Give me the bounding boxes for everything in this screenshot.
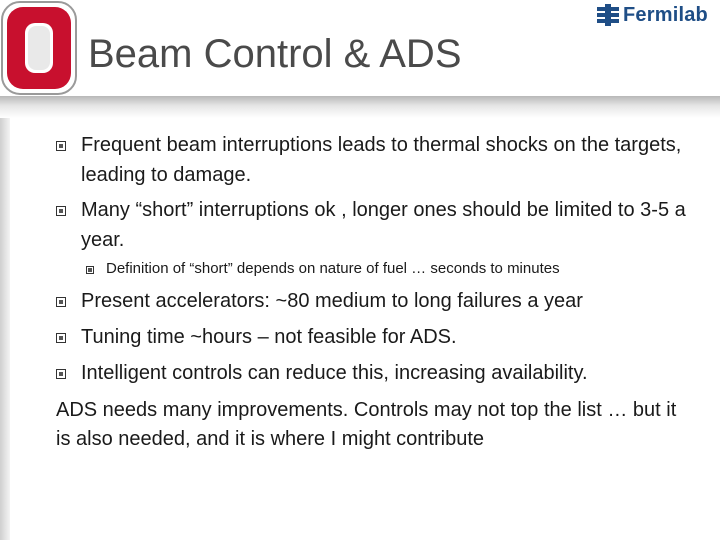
list-item: Frequent beam interruptions leads to thermal shocks on the targets, leading to damage. <box>56 130 696 190</box>
square-bullet-icon <box>56 206 66 216</box>
brand-name: Fermilab <box>623 3 708 26</box>
list-item: Tuning time ~hours – not feasible for ADS. <box>56 322 696 352</box>
page-title: Beam Control & ADS <box>88 32 462 76</box>
square-bullet-icon <box>56 297 66 307</box>
list-item: Many “short” interruptions ok , longer ones should be limited to 3-5 a year. <box>56 195 696 255</box>
list-item: Present accelerators: ~80 medium to long failures a year <box>56 286 696 316</box>
square-bullet-icon <box>56 333 66 343</box>
sub-list-item: Definition of “short” depends on nature of fuel … seconds to minutes <box>86 258 696 280</box>
square-bullet-icon <box>56 369 66 379</box>
list-item: Intelligent controls can reduce this, increasing availability. <box>56 358 696 388</box>
closing-paragraph: ADS needs many improvements. Controls may not top the list … but it is also needed, and it is where I might contribute <box>56 399 677 450</box>
square-bullet-icon <box>86 266 94 274</box>
square-bullet-icon <box>56 141 66 151</box>
